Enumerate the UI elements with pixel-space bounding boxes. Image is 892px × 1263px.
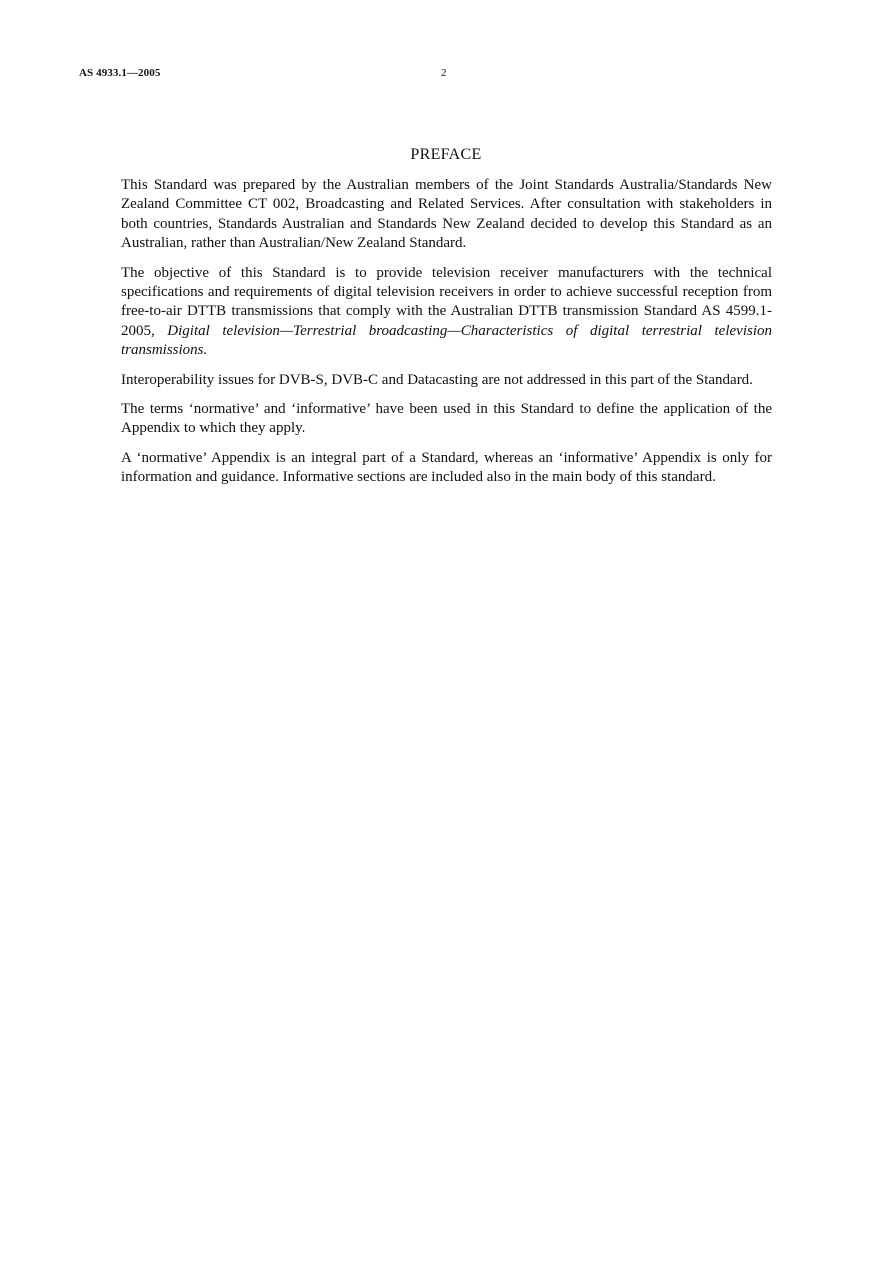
- referenced-standard-title: Digital television—Terrestrial broadcasting—Characteristics of digital terrestrial television transmissions.: [121, 322, 772, 359]
- paragraph-interoperability: Interoperability issues for DVB-S, DVB-C and Datacasting are not addressed in this part of the Standard.: [121, 371, 753, 388]
- document-id: AS 4933.1—2005: [79, 67, 161, 79]
- paragraph-objective: [121, 264, 772, 361]
- paragraph-terms: The terms ‘normative’ and ‘informative’ have been used in this Standard to define the application of the Appendix to which they apply.: [121, 401, 772, 437]
- section-title: PREFACE: [410, 146, 482, 163]
- preface-body: [121, 176, 772, 498]
- paragraph-committee: This Standard was prepared by the Australian members of the Joint Standards Australia/Standards New Zealand Committee CT 002, Broadcasting and Related Services. After consultation with stakeholders in both countries, Standards Australian and Standards New Zealand decided to develop this Standard as an Australian, rather than Australian/New Zealand Standard.: [121, 177, 772, 252]
- objective-text: The objective of this Standard is to provide television receiver manufacturers with the technical specifications and requirements of digital television receivers in order to achieve successful reception from free-to-air DTTB transmissions that comply with the Australian DTTB transmission Standard AS 4599.1-2005,: [121, 264, 772, 339]
- paragraph-appendix: A ‘normative’ Appendix is an integral part of a Standard, whereas an ‘informative’ Appendix is only for information and guidance. Informative sections are included also in the main body of this standard.: [121, 449, 772, 486]
- page-number: 2: [441, 67, 447, 79]
